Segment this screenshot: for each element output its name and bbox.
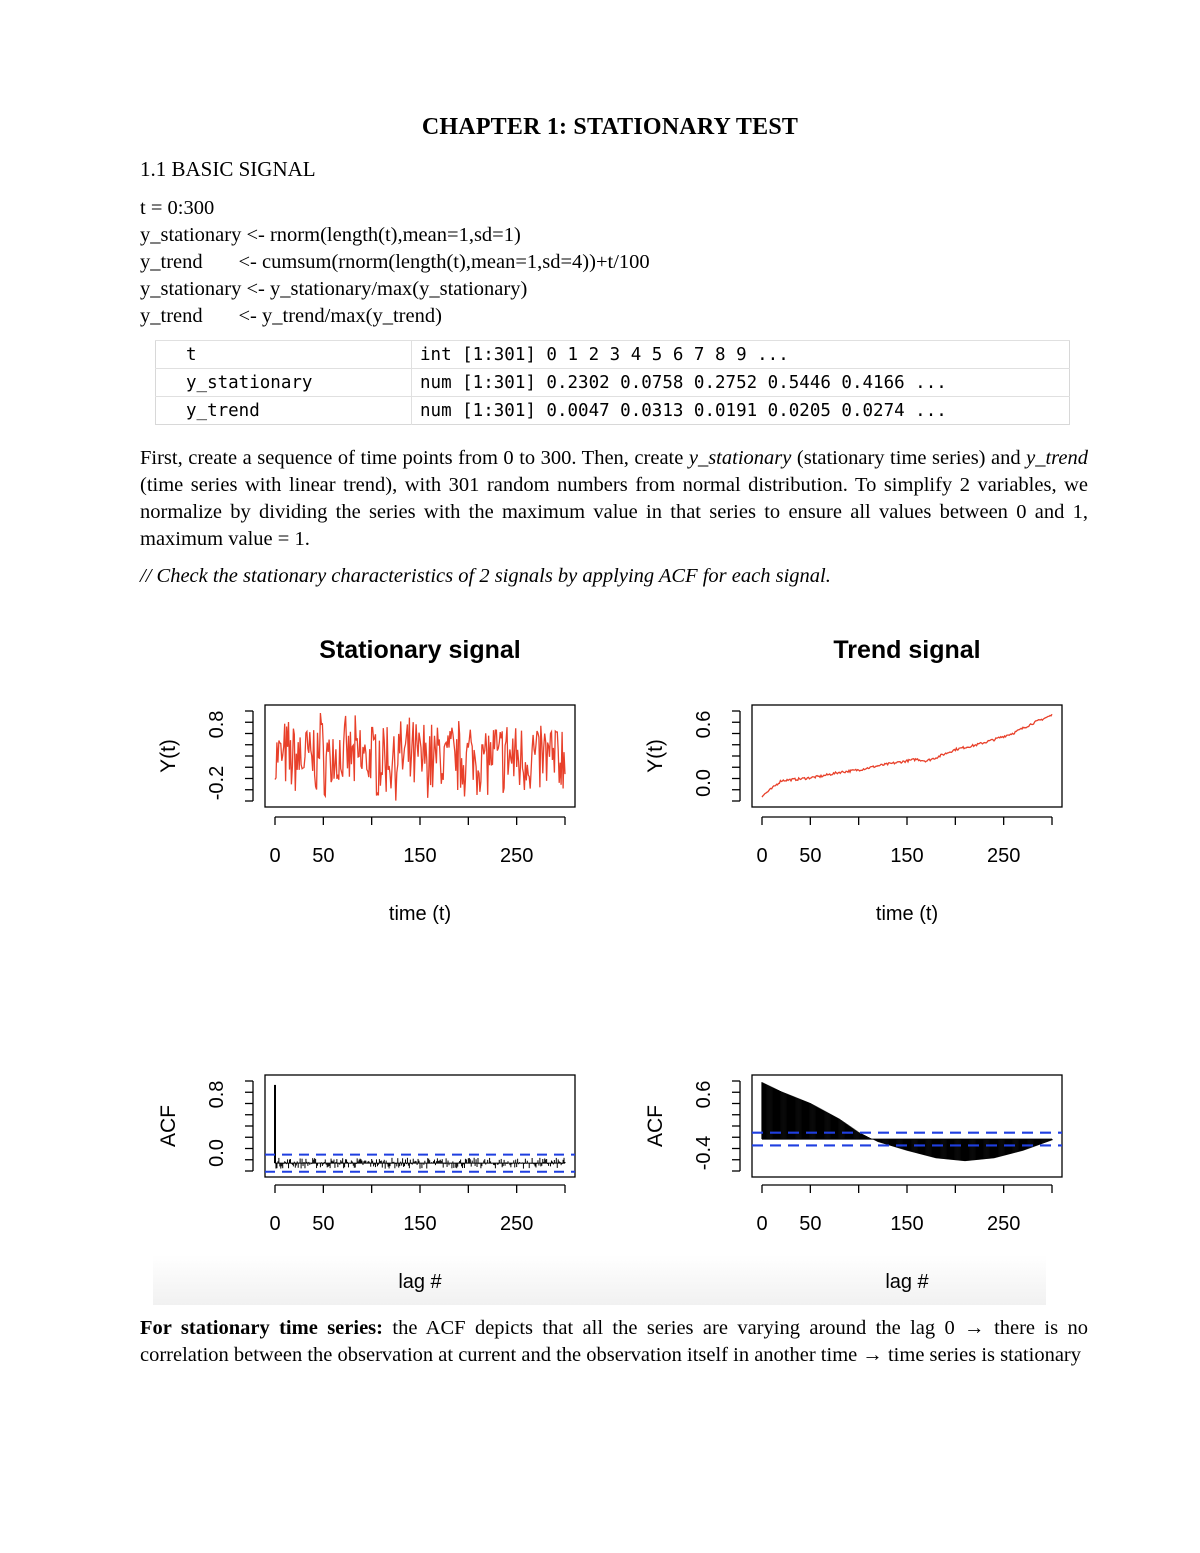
y-tick-label: 0.6 <box>693 710 715 739</box>
variable-name: t <box>156 341 412 369</box>
y-tick-label: 0.6 <box>693 1080 715 1109</box>
chart-panel <box>157 1075 575 1293</box>
code-line: y_trend <- y_trend/max(y_trend) <box>140 305 442 327</box>
x-tick-label: 150 <box>403 845 437 867</box>
code-line: t = 0:300 <box>140 197 215 219</box>
variable-summary: num [1:301] 0.0047 0.0313 0.0191 0.0205 0.0274 ... <box>412 397 1070 425</box>
y-axis-label: Y(t) <box>157 739 180 773</box>
text-run: the ACF depicts that all the series are varying around the lag 0 → there is no correlation between the observation at current and the observation itself in another time → time series is stationary <box>140 1317 1088 1366</box>
x-axis-label: time (t) <box>875 903 939 925</box>
paragraph-conclusion <box>140 1315 1088 1369</box>
x-tick-label: 150 <box>890 1213 924 1235</box>
page-title: CHAPTER 1: STATIONARY TEST <box>421 114 799 140</box>
x-tick-label: 50 <box>312 1213 335 1235</box>
x-axis-label: time (t) <box>388 903 452 925</box>
y-axis-label: Y(t) <box>644 739 667 773</box>
variable-summary: int [1:301] 0 1 2 3 4 5 6 7 8 9 ... <box>412 341 1070 369</box>
y-tick-label: -0.2 <box>206 765 228 801</box>
chart-panel <box>644 636 1062 925</box>
text-run: (time series with linear trend), with 301 random numbers from normal distribution. To simplify 2 variables, we normalize by dividing the series with the maximum value in that series to ensure all values between 0 and 1, maximum value = 1. <box>140 474 1088 550</box>
x-tick-label: 50 <box>799 845 822 867</box>
table-row <box>156 341 1070 369</box>
series-line <box>762 714 1052 797</box>
variable-emphasis: y_stationary <box>688 447 792 469</box>
chart-panel <box>157 636 575 925</box>
code-line: y_stationary <- y_stationary/max(y_stationary) <box>140 278 528 300</box>
code-line: y_trend <- cumsum(rnorm(length(t),mean=1,sd=4))+t/100 <box>140 251 650 273</box>
variable-summary: num [1:301] 0.2302 0.0758 0.2752 0.5446 0.4166 ... <box>412 369 1070 397</box>
note-comment: // Check the stationary characteristics of 2 signals by applying ACF for each signal. <box>140 565 831 587</box>
y-axis-label: ACF <box>644 1105 667 1147</box>
series-line <box>275 713 565 801</box>
chart-title: Stationary signal <box>319 636 521 664</box>
x-tick-label: 0 <box>756 845 768 867</box>
x-tick-label: 50 <box>799 1213 822 1235</box>
section-heading: 1.1 BASIC SIGNAL <box>140 157 316 181</box>
plot-frame <box>752 705 1062 807</box>
y-tick-label: 0.8 <box>206 710 228 739</box>
x-tick-label: 250 <box>986 1213 1021 1235</box>
x-tick-label: 0 <box>756 1213 768 1235</box>
x-tick-label: 250 <box>499 845 534 867</box>
x-tick-label: 0 <box>269 845 281 867</box>
x-tick-label: 250 <box>986 845 1021 867</box>
variable-emphasis: y_trend <box>1026 447 1088 469</box>
paragraph-explanation <box>140 445 1088 553</box>
x-axis-label: lag # <box>398 1271 442 1293</box>
chart-title: Trend signal <box>833 636 981 664</box>
table-row <box>156 397 1070 425</box>
code-line: y_stationary <- rnorm(length(t),mean=1,sd=1) <box>140 224 521 246</box>
x-axis-label: lag # <box>885 1271 929 1293</box>
x-tick-label: 50 <box>312 845 335 867</box>
y-tick-label: 0.0 <box>693 769 715 797</box>
y-tick-label: 0.0 <box>206 1139 228 1167</box>
console-output-table <box>155 340 1070 425</box>
x-tick-label: 0 <box>269 1213 281 1235</box>
acf-figure <box>130 600 1090 1310</box>
x-tick-label: 150 <box>403 1213 437 1235</box>
table-row <box>156 369 1070 397</box>
y-tick-label: -0.4 <box>693 1135 715 1171</box>
code-block <box>140 195 650 330</box>
variable-name: y_stationary <box>156 369 412 397</box>
y-axis-label: ACF <box>157 1105 180 1147</box>
text-run: First, create a sequence of time points from 0 to 300. Then, create <box>140 447 689 469</box>
chart-panel <box>644 1075 1062 1293</box>
y-tick-label: 0.8 <box>206 1080 228 1109</box>
text-run: (stationary time series) and <box>791 447 1027 469</box>
variable-name: y_trend <box>156 397 412 425</box>
bold-lead: For stationary time series: <box>140 1317 383 1339</box>
plot-frame <box>265 1075 575 1177</box>
x-tick-label: 250 <box>499 1213 534 1235</box>
x-tick-label: 150 <box>890 845 924 867</box>
